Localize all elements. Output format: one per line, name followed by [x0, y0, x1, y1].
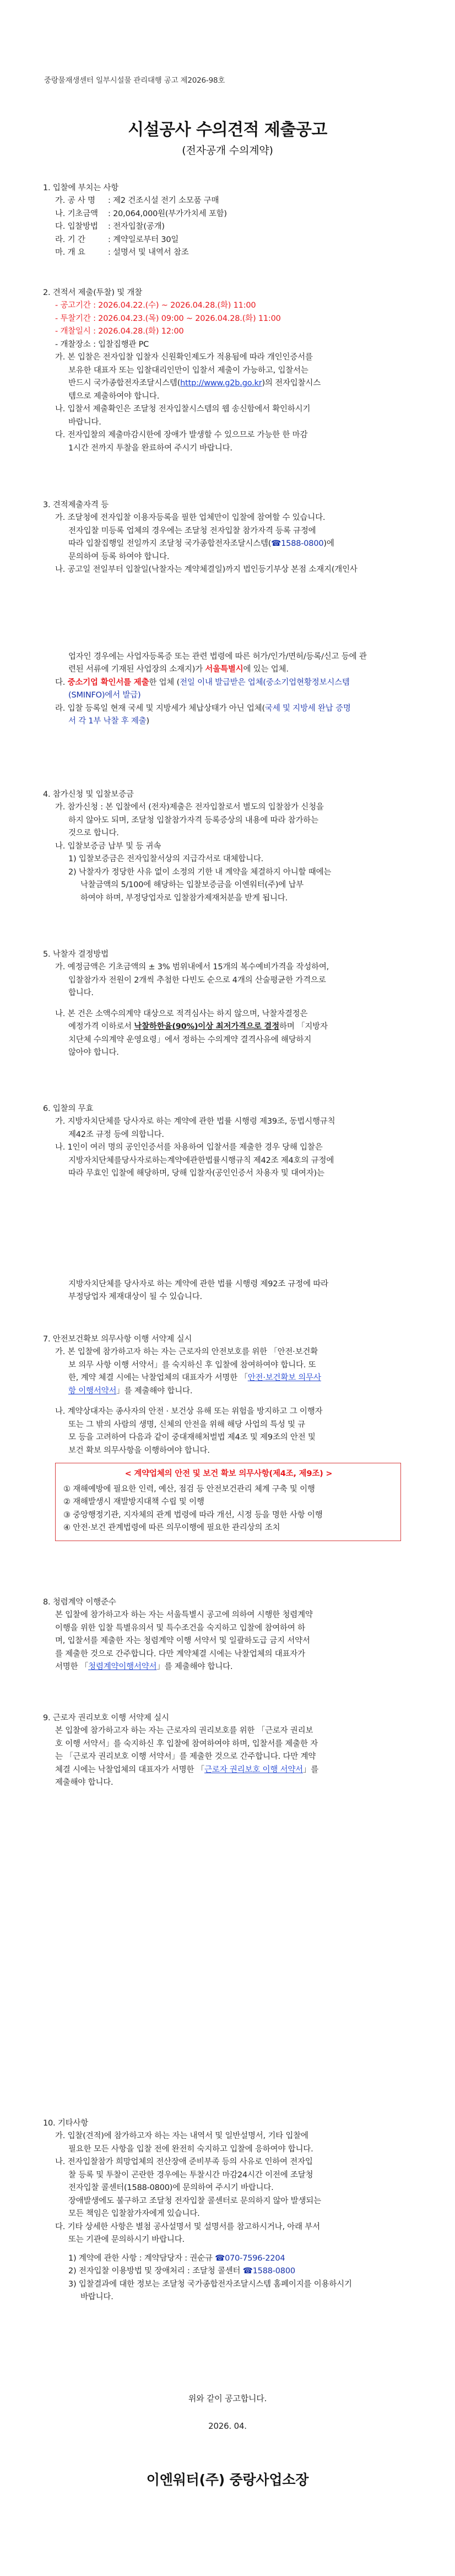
contact-item: 3) 입찰결과에 대한 정보는 조달청 국가종합전자조달시스템 홈페이지를 이용하시기 — [68, 2279, 352, 2289]
phone-number: ☎1588-0800 — [242, 2267, 295, 2276]
section-worker-rights — [43, 1712, 418, 1790]
text-line: 가. 본 입찰에 참가하고자 하는 자는 근로자의 안전보호를 위한 「안전·보건확 — [55, 1348, 318, 1357]
section-qualification — [43, 499, 418, 577]
text-line: 것으로 합니다. — [68, 829, 119, 838]
text-line: 합니다. — [68, 989, 94, 998]
text-line: 지방자치단체를당사자로하는계약에관한법률시행규칙 제42조 제4호의 규정에 — [68, 1156, 334, 1165]
info-row: 가. 공 사 명 : 제2 건조시설 전기 소모품 구매 — [55, 196, 219, 206]
text-line: 본 입찰에 참가하고자 하는 자는 서울특별시 공고에 의하여 시행한 청렴계약 — [55, 1611, 313, 1620]
section-award-method — [43, 948, 418, 1060]
text-line: (SMINFO)에서 발급) — [68, 691, 141, 700]
phone-number: ☎1588-0800 — [271, 539, 324, 549]
section-heading: 5. 낙찰자 결정방법 — [43, 950, 109, 959]
text-line: 보건 확보 의무사항을 이행하여야 합니다. — [68, 1446, 210, 1455]
text-line: 제42조 규정 등에 의합니다. — [68, 1130, 164, 1139]
text-line: 이행을 위한 입찰 특별유의서 및 특수조건을 숙지하고 입찰에 참여하여 하 — [55, 1623, 305, 1633]
text-line: 전자입찰 콜센터(1588-0800)에 문의하여 주시기 바랍니다. — [68, 2183, 274, 2193]
text-line: 문의하여 등록 하여야 합니다. — [68, 552, 170, 561]
bid-period: - 투찰기간 : 2026.04.23.(목) 09:00 ~ 2026.04.28.(화) 11:00 — [55, 314, 281, 323]
section-safety-pledge — [43, 1333, 418, 1541]
info-row: 나. 기초금액 : 20,064,000원(부가가치세 포함) — [55, 209, 227, 218]
opening-datetime: - 개찰일시 : 2026.04.28.(화) 12:00 — [55, 327, 184, 336]
safety-pledge-link[interactable]: 안전·보건확보 의무사 — [247, 1373, 321, 1383]
text-line: 장애발생에도 불구하고 조달청 전자입찰 콜센터로 문의하지 않아 발생되는 — [68, 2196, 321, 2205]
issuer-name: 이엔워터(주) 중랑사업소장 — [146, 2472, 309, 2488]
document-number: 중랑물재생센터 일부시설물 관리대행 공고 제2026-98호 — [44, 76, 225, 85]
info-row: 라. 기 간 : 계약일로부터 30일 — [55, 235, 179, 244]
text-line: 항 이행서약서」를 제출해야 합니다. — [68, 1386, 193, 1396]
text-line: 또는 기관에 문의하시기 바랍니다. — [68, 2235, 185, 2245]
text-line: 나. 1인이 여러 명의 공인인증서를 차용하여 입찰서를 제출한 경우 당해 입찰은 — [55, 1143, 323, 1152]
safety-pledge-link-cont[interactable]: 항 이행서약서 — [68, 1386, 117, 1396]
text-line: 체결 시에는 낙찰업체의 대표자가 서명한 「근로자 권리보호 이행 서약서」를 — [55, 1765, 319, 1774]
text-line: 않아야 합니다. — [68, 1048, 119, 1058]
text-line: 2) 낙찰자가 정당한 사유 없이 소정의 기한 내 계약을 체결하지 아니할 때에는 — [68, 867, 332, 877]
text-line: 나. 전자입찰참가 희망업체의 전산장애 준비부족 등의 사유로 인하여 전자입 — [55, 2158, 313, 2167]
opening-place: - 개찰장소 : 입찰집행관 PC — [55, 340, 149, 349]
section-heading: 3. 견적제출자격 등 — [43, 501, 109, 509]
contact-item: 바랍니다. — [80, 2293, 113, 2302]
section-heading: 10. 기타사항 — [43, 2119, 89, 2128]
text-line: 모든 책임은 입찰참가자에게 있습니다. — [68, 2209, 200, 2219]
section-heading: 4. 참가신청 및 입찰보증금 — [43, 790, 134, 799]
text-line: 필요한 모든 사항을 입찰 전에 완전히 숙지하고 입찰에 응하여야 합니다. — [68, 2144, 313, 2154]
section-qualification-cont — [43, 651, 418, 728]
safety-obligations-box — [55, 1463, 401, 1541]
text-line: 하지 않아도 되며, 조달청 입찰참가자격 등록증상의 내용에 따라 참가하는 — [68, 815, 318, 825]
text-line: 바랍니다. — [68, 417, 101, 427]
contact-item: 2) 전자입찰 이용방법 및 장애처리 : 조달청 콜센터 ☎1588-0800 — [68, 2267, 295, 2276]
closing-statement: 위와 같이 공고합니다. — [188, 2393, 267, 2403]
text-line: 련된 서류에 기재된 사업장의 소재지)가 서울특별시에 있는 업체. — [68, 665, 289, 674]
text-line: 따라 입찰집행일 전일까지 조달청 국가종합전자조달시스템(☎1588-0800)에 — [68, 539, 334, 549]
text-line: 반드시 국가종합전자조달시스템(http://www.g2b.go.kr)의 전자입찰시스 — [68, 379, 321, 388]
section-heading: 9. 근로자 권리보호 이행 서약제 실시 — [43, 1714, 169, 1722]
text-line: 가. 조달청에 전자입찰 이용자등록을 필한 업체만이 입찰에 참여할 수 있습니다. — [55, 513, 326, 523]
text-line: 부정당업자 제재대상이 될 수 있습니다. — [68, 1292, 202, 1302]
section-integrity-contract — [43, 1596, 418, 1674]
box-title: < 계약업체의 안전 및 보건 확보 의무사항(제4조, 제9조) > — [124, 1469, 333, 1479]
g2b-link[interactable]: http://www.g2b.go.kr — [180, 379, 262, 388]
text-line: 낙찰금액의 5/100에 해당하는 입찰보증금을 이엔워터(주)에 납부 — [80, 881, 304, 890]
text-line: 따라 무효인 입찰에 해당하며, 당해 입찰자(공인인증서 차용자 및 대여자)는 — [68, 1169, 324, 1178]
contact-item: 1) 계약에 관한 사항 : 계약담당자 : 권순규 ☎070-7596-2204 — [68, 2253, 285, 2263]
text-line: 업자인 경우에는 사업자등록증 또는 관련 법령에 따른 허가/인가/면허/등록/신고 등에 관 — [68, 652, 367, 661]
text-line: 제출해야 합니다. — [55, 1778, 113, 1788]
text-line: 가. 예정금액은 기초금액의 ± 3% 범위내에서 15개의 복수예비가격을 작성하여, — [55, 963, 329, 972]
text-line: 서 각 1부 낙찰 후 제출) — [68, 717, 149, 726]
section-invalid-bids-cont — [43, 1278, 418, 1304]
obligation-item: ④ 안전·보건 관계법령에 따른 의무이행에 필요한 관리상의 조치 — [63, 1523, 280, 1533]
text-line: 며, 입찰서를 제출한 자는 청렴계약 이행 서약서 및 일괄하도급 금지 서약서 — [55, 1636, 310, 1646]
page-title: 시설공사 수의견적 제출공고 — [128, 120, 327, 139]
text-line: 가. 참가신청 : 본 입찰에서 (전자)제출은 전자입찰로서 별도의 입찰참가 신청을 — [55, 803, 324, 812]
worker-rights-pledge-link[interactable]: 근로자 권리보호 이행 서약서 — [204, 1765, 303, 1774]
obligation-item: ③ 중앙행정기관, 지자체의 관계 법령에 따라 개선, 시정 등을 명한 사항 이행 — [63, 1510, 323, 1520]
text-line: 찰 등록 및 투찰이 곤란한 경우에는 투찰시간 마감24시간 이전에 조달청 — [68, 2170, 313, 2180]
section-submission — [43, 287, 418, 455]
text-line: 나. 입찰보증금 납부 및 등 귀속 — [55, 841, 161, 851]
text-line: 서명한 「청렴계약이행서약서」를 제출해야 합니다. — [55, 1662, 233, 1672]
text-line: 한, 계약 체결 시에는 낙찰업체의 대표자가 서명한 「안전·보건확보 의무사 — [68, 1373, 321, 1383]
text-line: 가. 입찰(견적)에 참가하고자 하는 자는 내역서 및 일반설명서, 기타 입찰에 — [55, 2132, 308, 2141]
text-line: 다. 기타 상세한 사항은 별첨 공사설명서 및 설명서를 참고하시거나, 아래 부서 — [55, 2222, 320, 2231]
text-line: 전자입찰 미등록 업체의 경우에는 조달청 전자입찰 참가자격 등록 규정에 — [68, 526, 316, 535]
text-line: 템으로 제출하여야 합니다. — [68, 391, 160, 401]
section-heading: 6. 입찰의 무효 — [43, 1104, 94, 1113]
text-line: 보유한 대표자 또는 입찰대리인만이 입찰서 제출이 가능하고, 입찰서는 — [68, 366, 308, 375]
section-heading: 7. 안전보건확보 의무사항 이행 서약제 실시 — [43, 1335, 192, 1344]
text-line: 가. 본 입찰은 전자입찰 입찰자 신원확인제도가 적용됨에 따라 개인인증서를 — [55, 353, 313, 362]
text-line: 입찰참가자 전원이 2개씩 추첨한 다빈도 순으로 4개의 산술평균한 가격으로 — [68, 975, 326, 985]
obligation-item: ② 재해발생시 재발방지대책 수립 및 이행 — [63, 1498, 204, 1507]
info-row: 다. 입찰방법 : 전자입찰(공개) — [55, 222, 165, 232]
text-line: 또는 그 밖의 사람의 생명, 신체의 안전을 위해 해당 사업의 특성 및 규 — [68, 1420, 306, 1429]
text-line: 가. 지방자치단체를 당사자로 하는 계약에 관한 법률 시행령 제39조, 동법시행규칙 — [55, 1117, 335, 1126]
section-heading: 1. 입찰에 부치는 사항 — [43, 184, 119, 192]
notice-period: - 공고기간 : 2026.04.22.(수) ~ 2026.04.28.(화) 11:00 — [55, 301, 256, 310]
text-line: 보 의무 사항 이행 서약서」를 숙지하신 후 입찰에 참여하여야 합니다. 또 — [68, 1360, 316, 1370]
section-heading: 2. 견적서 제출(투찰) 및 개찰 — [43, 288, 143, 297]
section-participation — [43, 788, 418, 905]
section-bid-items — [43, 182, 418, 260]
text-line: 하여야 하며, 부정당업자로 입찰참가제재처분을 받게 됩니다. — [80, 893, 288, 903]
text-line: 예정가격 이하로서 낙찰하한율(90%)이상 최저가격으로 결정하며 「지방자 — [68, 1022, 328, 1032]
text-line: 다. 중소기업 확인서를 제출한 업체 (전일 이내 발급받은 업체(중소기업현황정보시스템 — [55, 678, 350, 687]
text-line: 본 입찰에 참가하고자 하는 자는 근로자의 권리보호를 위한 「근로자 권리보 — [55, 1726, 313, 1736]
text-line: 라. 입찰 등록일 현재 국세 및 지방세가 체납상태가 아닌 업체(국세 및 지방세 완납 증명 — [55, 704, 351, 713]
text-line: 다. 전자입찰의 제출마감시한에 장애가 발생할 수 있으므로 가능한 한 마감 — [55, 431, 308, 440]
text-line: 나. 본 건은 소액수의계약 대상으로 적격심사는 하지 않으며, 낙찰자결정은 — [55, 1009, 308, 1018]
section-invalid-bids — [43, 1103, 418, 1180]
text-line: 모 등을 고려하여 다음과 같이 중대재해처벌법 제4조 및 제9조의 안전 및 — [68, 1433, 316, 1442]
text-line: 1시간 전까지 투찰을 완료하여 주시기 바랍니다. — [68, 443, 232, 453]
page-subtitle: (전자공개 수의계약) — [182, 144, 273, 157]
integrity-pledge-link[interactable]: 청렴계약이행서약서 — [88, 1662, 157, 1672]
text-line: 치단체 수의계약 운영요령」에서 정하는 수의계약 결격사유에 해당하지 — [68, 1035, 312, 1044]
phone-number: ☎070-7596-2204 — [215, 2253, 285, 2263]
text-line: 를 제출한 것으로 간주합니다. 다만 계약체결 시에는 낙찰업체의 대표자가 — [55, 1649, 305, 1659]
announcement-date: 2026. 04. — [208, 2421, 247, 2431]
section-heading: 8. 청렴계약 이행준수 — [43, 1598, 116, 1607]
text-line: 나. 입찰서 제출확인은 조달청 전자입찰시스템의 웹 송신함에서 확인하시기 — [55, 405, 311, 414]
text-line: 나. 계약상대자는 종사자의 안전 · 보건상 유해 또는 위험을 방지하고 그 이행자 — [55, 1407, 323, 1416]
obligation-item: ① 재해예방에 필요한 인력, 예산, 점검 등 안전보건관리 체계 구축 및 이행 — [63, 1484, 315, 1494]
text-line: 는 「근로자 권리보호 이행 서약서」를 제출한 것으로 간주합니다. 다만 계약 — [55, 1752, 316, 1762]
text-line: 1) 입찰보증금은 전자입찰서상의 지급각서로 대체합니다. — [68, 855, 264, 864]
info-row: 마. 개 요 : 설명서 및 내역서 참조 — [55, 248, 189, 257]
text-line: 지방자치단체를 당사자로 하는 계약에 관한 법률 시행령 제92조 규정에 따라 — [68, 1280, 328, 1289]
text-line: 나. 공고일 전일부터 입찰일(낙찰자는 계약체결일)까지 법인등기부상 본점 소재지(개인사 — [55, 565, 358, 575]
section-other — [43, 2117, 418, 2304]
text-line: 호 이행 서약서」를 숙지하신 후 입찰에 참여하여야 하며, 입찰서를 제출한 자 — [55, 1739, 318, 1748]
